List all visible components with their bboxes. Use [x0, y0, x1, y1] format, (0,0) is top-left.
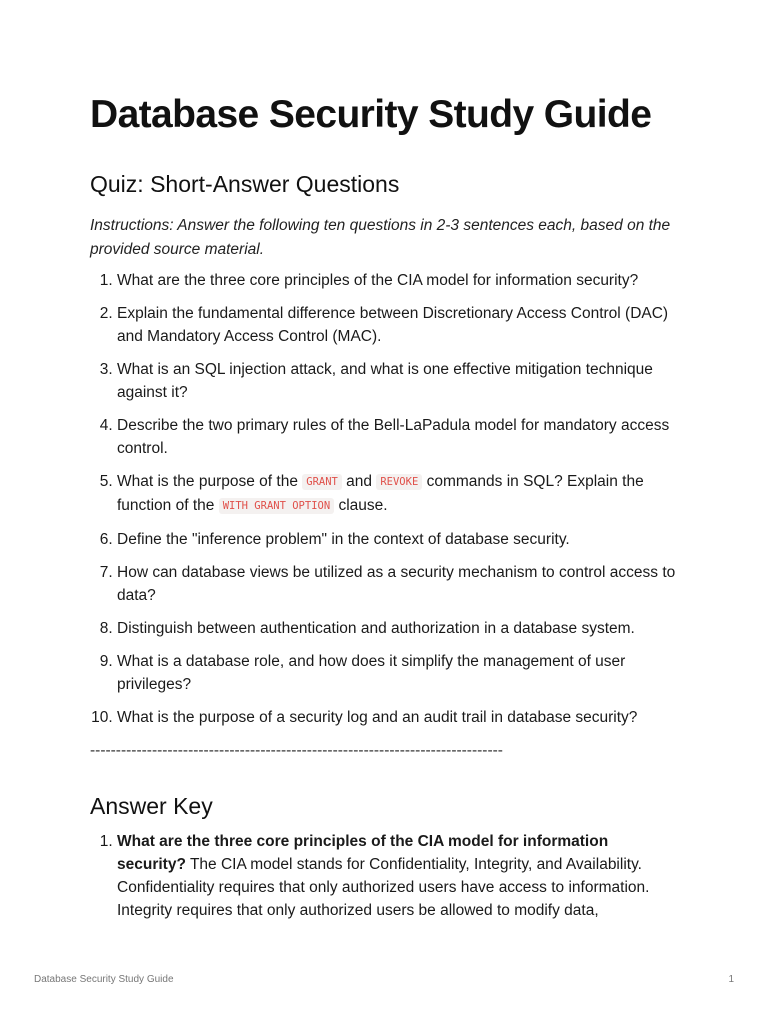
quiz-question-4: 4. Describe the two primary rules of the Bell-LaPadula model for mandatory access control.	[117, 414, 680, 460]
quiz-question-1: 1. What are the three core principles of the CIA model for information security?	[117, 269, 680, 292]
answer-key-list	[90, 830, 680, 922]
with-grant-option-code: WITH GRANT OPTION	[219, 498, 334, 514]
quiz-question-10: 10. What is the purpose of a security log and an audit trail in database security?	[117, 706, 680, 729]
document-page	[90, 90, 680, 932]
revoke-code: REVOKE	[376, 474, 422, 490]
document-title: Database Security Study Guide	[90, 93, 652, 136]
quiz-question-7: 7. How can database views be utilized as a security mechanism to control access to data?	[117, 561, 680, 607]
answer-1-text: The CIA model stands for Confidentiality, Integrity, and Availability. Confidentiality requires that only authorized users have access to information. Integrity requires that only authorized users be allowed to modify data,	[117, 856, 650, 919]
question-5-text-part-3: commands in SQL? Explain the function of the	[117, 473, 644, 514]
quiz-question-list	[90, 269, 680, 729]
grant-code: GRANT	[302, 474, 342, 490]
footer-title: Database Security Study Guide	[34, 974, 174, 985]
quiz-heading: Quiz: Short-Answer Questions	[90, 171, 400, 197]
quiz-instructions: Instructions: Answer the following ten questions in 2-3 sentences each, based on the provided source material.	[90, 217, 671, 258]
quiz-question-2: 2. Explain the fundamental difference between Discretionary Access Control (DAC) and Mandatory Access Control (MAC).	[117, 302, 680, 348]
footer-page-number: 1	[728, 974, 734, 985]
quiz-question-6: 6. Define the "inference problem" in the context of database security.	[117, 528, 680, 551]
quiz-question-5	[117, 470, 680, 518]
question-5-text-part-2: and	[341, 473, 377, 490]
answer-key-heading: Answer Key	[90, 793, 213, 819]
quiz-question-9: 9. What is a database role, and how does it simplify the management of user privileges?	[117, 650, 680, 696]
quiz-question-8: 8. Distinguish between authentication and authorization in a database system.	[117, 617, 680, 640]
answer-1-question: What are the three core principles of the CIA model for information security?	[117, 833, 609, 873]
quiz-question-3: 3. What is an SQL injection attack, and what is one effective mitigation technique against it?	[117, 358, 680, 404]
section-separator: --------------------------------------------------------------------------------	[90, 742, 503, 759]
question-5-text-part-4: clause.	[334, 497, 388, 514]
question-5-text-part-1: What is the purpose of the	[117, 473, 303, 490]
answer-key-item-1	[117, 830, 680, 922]
